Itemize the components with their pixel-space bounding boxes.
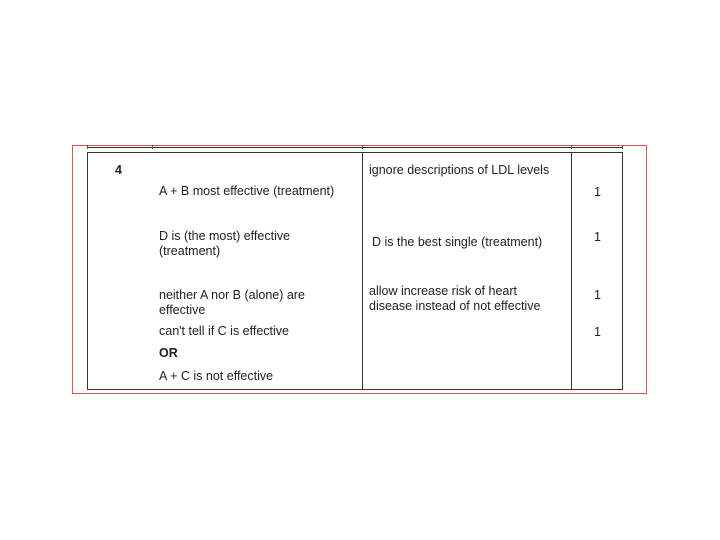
guidance-line: ignore descriptions of LDL levels [369,163,550,177]
answer-line: can't tell if C is effective [159,324,289,338]
column-divider-marks [571,152,572,390]
mark-value: 1 [594,185,601,199]
column-tick [152,145,153,149]
column-tick [571,145,572,149]
answer-line: effective [159,303,206,317]
guidance-line: D is the best single (treatment) [372,235,543,249]
answer-line: (treatment) [159,244,221,258]
answer-or: OR [159,346,178,360]
column-tick [622,145,623,149]
table-top-rule [87,147,623,148]
answer-line: neither A nor B (alone) are [159,288,305,302]
column-tick [87,145,88,149]
mark-value: 1 [594,288,601,302]
mark-value: 1 [594,230,601,244]
column-divider-guidance [362,152,363,390]
guidance-line: allow increase risk of heart [369,284,517,298]
answer-line: A + C is not effective [159,369,274,383]
answer-line: D is (the most) effective [159,229,291,243]
question-number: 4 [115,163,122,177]
mark-value: 1 [594,325,601,339]
answer-line: A + B most effective (treatment) [159,184,335,198]
guidance-line: disease instead of not effective [369,299,541,313]
column-tick [362,145,363,149]
